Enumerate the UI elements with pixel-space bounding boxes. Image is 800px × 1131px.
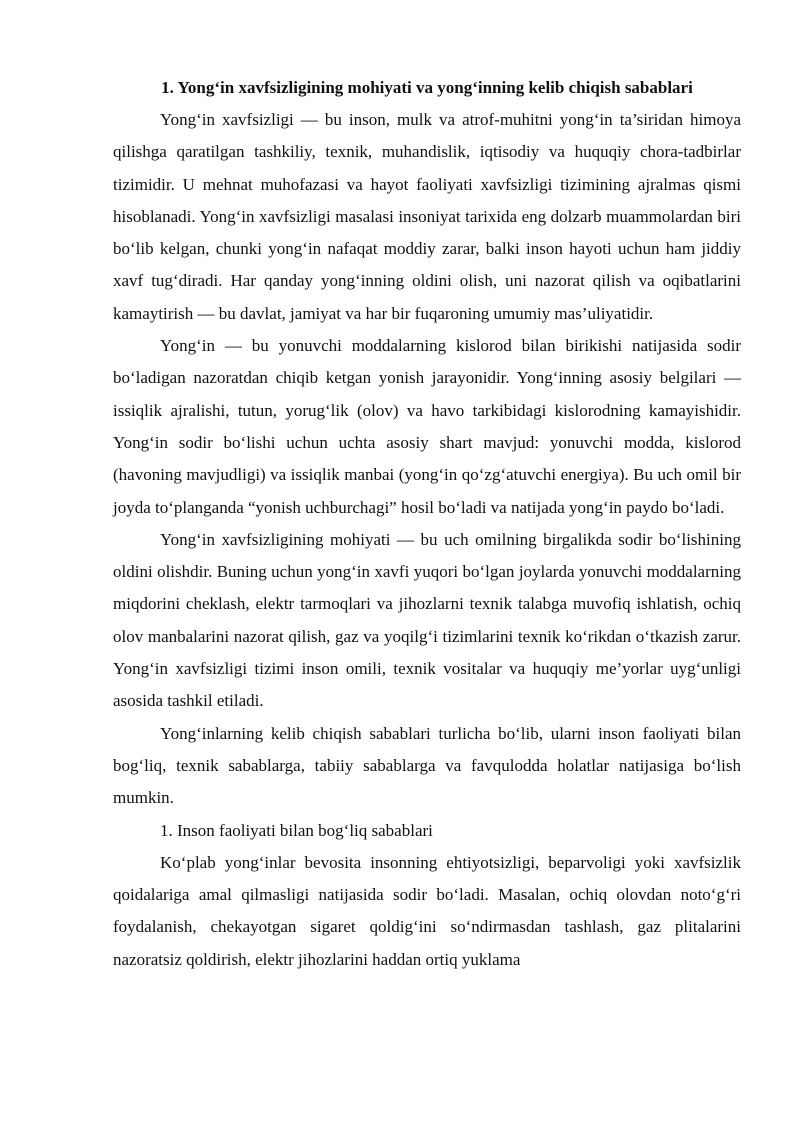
- section-heading: 1. Yong‘in xavfsizligining mohiyati va yong‘inning kelib chiqish sabablari: [161, 78, 693, 97]
- subsection-heading: 1. Inson faoliyati bilan bog‘liq sabablari: [160, 820, 433, 840]
- paragraph-causes: Yong‘inlarning kelib chiqish sabablari turlicha bo‘lib, ularni inson faoliyati bilan bog‘liq, texnik sabablarga, tabiiy sabablarga va favqulodda holatlar natijasiga bo‘lish mumkin.: [113, 723, 741, 808]
- paragraph-definition: Yong‘in xavfsizligi — bu inson, mulk va atrof-muhitni yong‘in ta’siridan himoya qilishga qaratilgan tashkiliy, texnik, muhandislik, iqtisodiy va huquqiy chora-tadbirlar tizimidir. U mehnat muhofazasi va hayot faoliyati xavfsizligi tizimining ajralmas qismi hisoblanadi. Yong‘in xavfsizligi masalasi insoniyat tarixida eng dolzarb muammolardan biri bo‘lib kelgan, chunki yong‘in nafaqat moddiy zarar, balki inson hayoti uchun ham jiddiy xavf tug‘diradi. Har qanday yong‘inning oldini olish, uni nazorat qilish va oqibatlarini kamaytirish — bu davlat, jamiyat va har bir fuqaroning umumiy mas’uliyatidir.: [113, 110, 741, 323]
- paragraph-fire-definition: Yong‘in — bu yonuvchi moddalarning kislorod bilan birikishi natijasida sodir bo‘ladigan nazoratdan chiqib ketgan yonish jarayonidir. Yong‘inning asosiy belgilari — issiqlik ajralishi, tutun, yorug‘lik (olov) va havo tarkibidagi kislorodning kamayishidir. Yong‘in sodir bo‘lishi uchun uchta asosiy shart mavjud: yonuvchi modda, kislorod (havoning mavjudligi) va issiqlik manbai (yong‘in qo‘zg‘atuvchi energiya). Bu uch omil bir joyda to‘planganda “yonish uchburchagi” hosil bo‘ladi va natijada yong‘in paydo bo‘ladi.: [113, 336, 741, 517]
- paragraph-human-causes: Ko‘plab yong‘inlar bevosita insonning ehtiyotsizligi, beparvoligi yoki xavfsizlik qoidalariga amal qilmasligi natijasida sodir bo‘ladi. Masalan, ochiq olovdan noto‘g‘ri foydalanish, chekayotgan sigaret qoldig‘ini so‘ndirmasdan tashlash, gaz plitalarini nazoratsiz qoldirish, elektr jihozlarini haddan ortiq yuklama: [113, 852, 741, 969]
- document-page: [113, 72, 741, 976]
- paragraph-essence: Yong‘in xavfsizligining mohiyati — bu uch omilning birgalikda sodir bo‘lishining oldini olishdir. Buning uchun yong‘in xavfi yuqori bo‘lgan joylarda yonuvchi moddalarning miqdorini cheklash, elektr tarmoqlari va jihozlarni texnik talabga muvofiq ishlatish, ochiq olov manbalarini nazorat qilish, gaz va yoqilg‘i tizimlarini texnik ko‘rikdan o‘tkazish zarur. Yong‘in xavfsizligi tizimi inson omili, texnik vositalar va huquqiy me’yorlar uyg‘unligi asosida tashkil etiladi.: [113, 529, 741, 711]
